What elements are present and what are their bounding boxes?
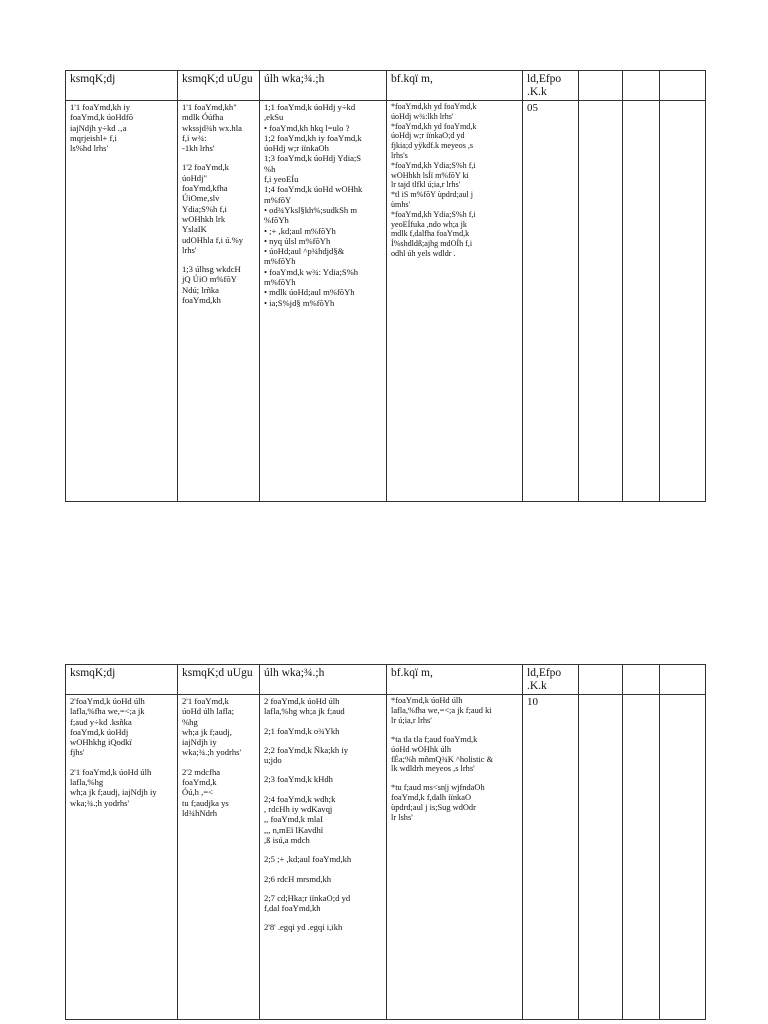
- content-item: 2;2 foaYmd,k Ñka;kh iy u;jdo: [264, 744, 349, 766]
- header-periods: ld,Efpo .K.k: [523, 71, 579, 101]
- header-blank-3: [660, 665, 706, 695]
- blank-cell: [660, 101, 706, 502]
- content-item: 2;4 foaYmd,k wdh;k , rdcHh iy wdKavqj ,, foaYmd,k mlaI ,,, n,mEï lKavdhï ,ß isú,a mdch: [264, 793, 336, 845]
- content-item: 2;7 cd;Hka;r iïnkaO;d yd f,dal foaYmd,kh: [264, 892, 351, 914]
- learning-outcomes-cell: [387, 695, 523, 1020]
- header-blank-1: [579, 665, 623, 695]
- header-blank-1: [579, 71, 623, 101]
- header-blank-3: [660, 71, 706, 101]
- learning-outcome-item: *tu f;aud ms<sn|j wjfndaOh foaYmd,k f,dalh iïnkaO ùpdrd;aul j is;Sug wdOdr lr lshs': [391, 783, 485, 823]
- content-cell: [260, 695, 387, 1020]
- content-item: 2'8' .egqi yd .egqi i,ikh: [264, 922, 343, 933]
- blank-cell: [660, 695, 706, 1020]
- content-item: 2;5 ;+ ,kd;aul foaYmd,kh: [264, 854, 352, 865]
- outcome-item: 2'2 mdcfha foaYmd,k Óú,h ,=< tu f;audjka ys ld¾hNdrh: [182, 766, 229, 818]
- periods-cell: [523, 101, 579, 502]
- outcome-item: 1;3 úlhsg wkdcH jQ ÚiO m%fõY Ndú; lrñka foaYmd,kh: [182, 264, 241, 306]
- outcome-item: 1'1 foaYmd,kh" mdlk Óúfha wkssjd¾h wx.hla f,i w¾: -1kh lrhs': [182, 102, 242, 154]
- header-blank-2: [623, 665, 660, 695]
- content-item: 2;3 foaYmd,k kHdh: [264, 774, 333, 785]
- content-item: 2;6 rdcH mrsmd,kh: [264, 873, 332, 884]
- unit-cell: [66, 695, 178, 1020]
- header-content: úlh wka;¾.;h: [260, 71, 387, 101]
- header-content: úlh wka;¾.;h: [260, 665, 387, 695]
- content-item: 2 foaYmd,k úoHd úlh lafla,%hg wh;a jk f;aud: [264, 696, 345, 717]
- blank-cell: [579, 695, 623, 1020]
- blank-cell: [623, 101, 660, 502]
- header-learning-outcomes: bf.kqï m,: [387, 665, 523, 695]
- unit-text: 1'1 foaYmd,kh iy foaYmd,k úoHdfõ iajNdjh y÷kd .‚a mqrjeishl+ f,i ls%hd lrhs': [70, 102, 134, 154]
- blank-cell: [579, 101, 623, 502]
- table-row: [66, 695, 706, 1020]
- syllabus-table-2: [65, 664, 706, 1020]
- unit-text: 2'1 foaYmd,k úoHd úlh lafla,%hg wh;a jk f;audj, iajNdjh iy wka;¾.;h yodrhs': [70, 766, 157, 808]
- periods-cell: [523, 695, 579, 1020]
- content-item: 2;1 foaYmd,k o¾Ykh: [264, 725, 340, 736]
- outcome-item: 2'1 foaYmd,k úoHd úlh lafla; %hg wh;a jk f;audj, iajNdjh iy wka;¾.;h yodrhs': [182, 696, 242, 758]
- learning-outcome-item: *foaYmd,k úoHd úlh lafla,%fha we,=<;a jk f;aud ki lr ú;ia,r lrhs': [391, 696, 492, 725]
- blank-cell: [623, 695, 660, 1020]
- content-cell: [260, 101, 387, 502]
- header-learning-outcomes: bf.kqï m,: [387, 71, 523, 101]
- table-row: [66, 101, 706, 502]
- header-unit-outcome: ksmqK;d uUgu: [178, 665, 260, 695]
- unit-outcome-cell: [178, 101, 260, 502]
- periods-value: 10: [527, 696, 538, 708]
- periods-value: 05: [527, 102, 538, 114]
- learning-outcomes-text: *foaYmd,kh yd foaYmd,k úoHdj w¾:lkh lrhs' *foaYmd,kh yd foaYmd,k úoHdj w;r iïnkaO;d yd fjkia;d yÿkdf.k meyeos ,s lrhs's *foaYmd,kh Ydia;S%h f,i wOHhkh lsÍï m%fõY ki lr tajd tlfkl ú;ia,r lrhs' *tl iS m%fõY ùpdrd;aul j ùmhs' *foaYmd,kh Ydia;S%h f,i yeoEÍfuka ,ndo wh;a jk mdlk f,dalfha foaYmd,k Í%shdldß;ajhg mdOÍh f,i odhl úh yels wdldr .: [391, 102, 477, 258]
- table-header-row: [66, 71, 706, 101]
- header-periods: ld,Efpo .K.k: [523, 665, 579, 695]
- syllabus-table-1: [65, 70, 706, 502]
- unit-outcome-cell: [178, 695, 260, 1020]
- unit-text: 2'foaYmd,k úoHd úlh lafla,%fha we,=<;a jk f;aud y÷kd .ksñka foaYmd,k úoHdj wOHhkhg iQodkï fjhs': [70, 696, 145, 758]
- unit-cell: [66, 101, 178, 502]
- learning-outcome-item: *ta tla tla f;aud foaYmd,k úoHd wOHhk úlh fÉa;%h mñmQ¾K ^holistic & lk wdldrh meyeos ,s lrhs': [391, 734, 494, 774]
- outcome-item: 1'2 foaYmd,k úoHdj" foaYmd,kfha ÚiOme,slv Ydia;S%h f,i wOHhkh lrk YslaIK udOHhla f,i ú.%y lrhs': [182, 162, 244, 255]
- table-header-row: [66, 665, 706, 695]
- learning-outcomes-cell: [387, 101, 523, 502]
- header-unit-outcome: ksmqK;d uUgu: [178, 71, 260, 101]
- content-text: 1;1 foaYmd,k úoHdj y÷kd ,ekSu • foaYmd,kh hkq l=ulo ? 1;2 foaYmd,kh iy foaYmd,k úoHdj w;r iïnkaOh 1;3 foaYmd,k úoHdj Ydia;S %h f,i yeoEÍu 1;4 foaYmd,k úoHd wOHhk m%fõY • od¾Yksl§kh%;sudkSh m %fõYh • ;+ ,kd;aul m%fõYh • nyq úlsl m%fõYh • úoHd;aul ^p¾hdjd§& m%fõYh • foaYmd,k w¾: Ydia;S%h m%fõYh • mdlk úoHd;aul m%fõYh • ia;S%jd§ m%fõYh: [264, 102, 363, 308]
- header-blank-2: [623, 71, 660, 101]
- header-unit: ksmqK;dj: [66, 71, 178, 101]
- header-unit: ksmqK;dj: [66, 665, 178, 695]
